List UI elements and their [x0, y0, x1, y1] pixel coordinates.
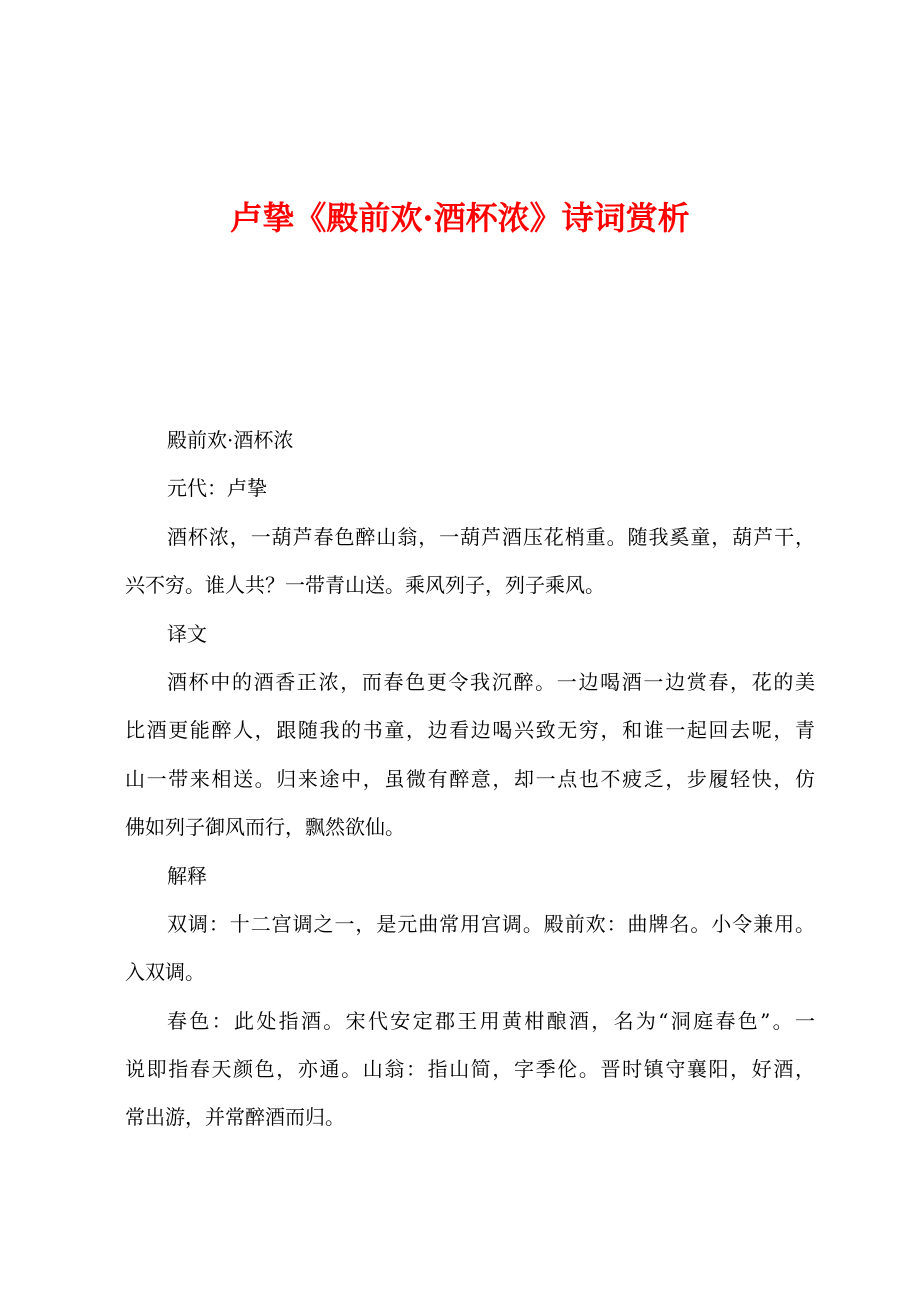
text-line: 常出游，并常醉酒而归。: [125, 1105, 345, 1130]
text-line: 双调：十二宫调之一，是元曲常用宫调。殿前欢：曲牌名。小令兼用。: [167, 911, 815, 936]
paragraph: [125, 464, 815, 512]
text-line: 兴不穷。谁人共？一带青山送。乘风列子，列子乘风。: [125, 573, 605, 598]
text-line: 春色：此处指酒。宋代安定郡王用黄柑酿酒，名为“洞庭春色”。一: [167, 1008, 815, 1033]
paragraph: [125, 513, 815, 610]
paragraph: [125, 852, 815, 900]
text-line: 元代：卢挚: [167, 476, 267, 501]
text-line: 说即指春天颜色，亦通。山翁：指山简，字季伦。晋时镇守襄阳，好酒，: [125, 1057, 815, 1082]
text-line: 佛如列子御风而行，飘然欲仙。: [125, 815, 405, 840]
text-line: 译文: [167, 621, 207, 646]
text-line: 入双调。: [125, 960, 205, 985]
paragraph: [125, 997, 815, 1142]
text-line: 比酒更能醉人，跟随我的书童，边看边喝兴致无穷，和谁一起回去呢，青: [125, 718, 815, 743]
paragraph: [125, 658, 815, 852]
paragraph: [125, 610, 815, 658]
text-line: 解释: [167, 863, 207, 888]
text-line: 酒杯浓，一葫芦春色醉山翁，一葫芦酒压花梢重。随我奚童，葫芦干，: [167, 524, 815, 549]
text-line: 山一带来相送。归来途中，虽微有醉意，却一点也不疲乏，步履轻快，仿: [125, 766, 815, 791]
text-line: 酒杯中的酒香正浓，而春色更令我沉醉。一边喝酒一边赏春，花的美: [167, 669, 815, 694]
text-line: 殿前欢·酒杯浓: [167, 428, 294, 452]
document-title: 卢挚《殿前欢·酒杯浓》诗词赏析: [230, 199, 690, 237]
paragraph: [125, 900, 815, 997]
document-body: [125, 416, 815, 1142]
paragraph: [125, 416, 815, 464]
